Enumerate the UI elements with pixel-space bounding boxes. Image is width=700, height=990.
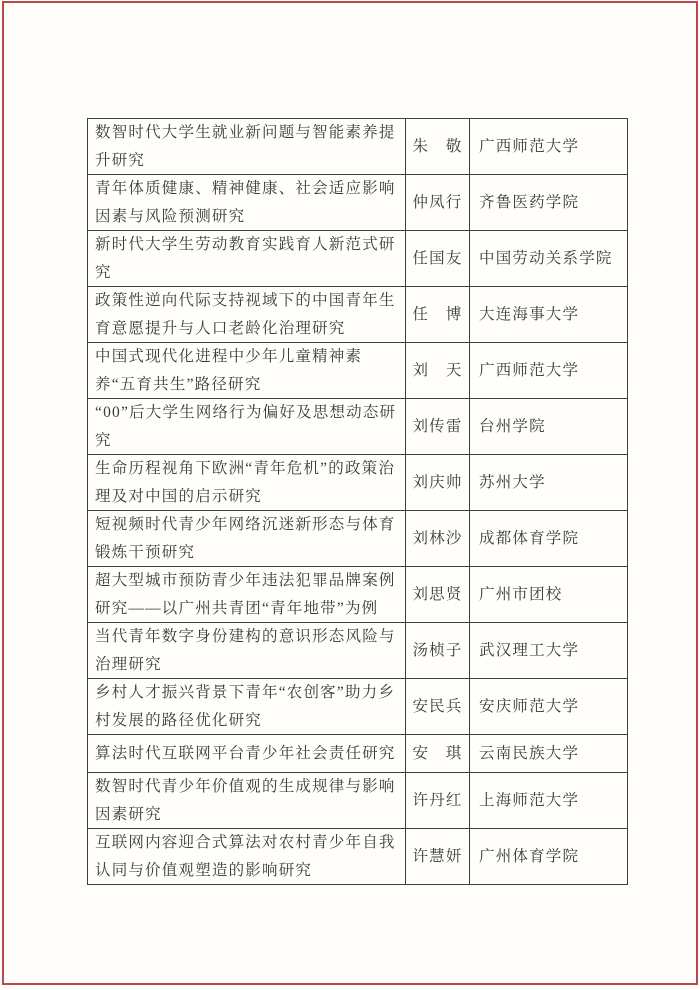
institution-cell: 安庆师范大学 — [470, 679, 628, 735]
project-title-cell: 乡村人才振兴背景下青年“农创客”助力乡村发展的路径优化研究 — [88, 679, 406, 735]
table-row — [88, 829, 628, 885]
table-row — [88, 231, 628, 287]
project-title-cell: 当代青年数字身份建构的意识形态风险与治理研究 — [88, 623, 406, 679]
table-row — [88, 773, 628, 829]
person-name-cell: 刘 天 — [406, 343, 470, 399]
results-table-body — [88, 119, 628, 885]
institution-cell: 云南民族大学 — [470, 735, 628, 773]
institution-cell: 大连海事大学 — [470, 287, 628, 343]
results-table — [87, 118, 628, 885]
institution-cell: 中国劳动关系学院 — [470, 231, 628, 287]
project-title-cell: 新时代大学生劳动教育实践育人新范式研究 — [88, 231, 406, 287]
person-name-cell: 汤桢子 — [406, 623, 470, 679]
table-row — [88, 623, 628, 679]
project-title-cell: 算法时代互联网平台青少年社会责任研究 — [88, 735, 406, 773]
institution-cell: 武汉理工大学 — [470, 623, 628, 679]
person-name-cell: 任国友 — [406, 231, 470, 287]
person-name-cell: 刘传雷 — [406, 399, 470, 455]
project-title-cell: 政策性逆向代际支持视域下的中国青年生育意愿提升与人口老龄化治理研究 — [88, 287, 406, 343]
table-row — [88, 399, 628, 455]
table-row — [88, 343, 628, 399]
person-name-cell: 任 博 — [406, 287, 470, 343]
person-name-cell: 安民兵 — [406, 679, 470, 735]
project-title-cell: 青年体质健康、精神健康、社会适应影响因素与风险预测研究 — [88, 175, 406, 231]
institution-cell: 广西师范大学 — [470, 119, 628, 175]
table-row — [88, 287, 628, 343]
project-title-cell: 生命历程视角下欧洲“青年危机”的政策治理及对中国的启示研究 — [88, 455, 406, 511]
project-title-cell: 数智时代大学生就业新问题与智能素养提升研究 — [88, 119, 406, 175]
table-row — [88, 567, 628, 623]
institution-cell: 苏州大学 — [470, 455, 628, 511]
project-title-cell: 数智时代青少年价值观的生成规律与影响因素研究 — [88, 773, 406, 829]
institution-cell: 广州市团校 — [470, 567, 628, 623]
project-title-cell: 超大型城市预防青少年违法犯罪品牌案例研究——以广州共青团“青年地带”为例 — [88, 567, 406, 623]
institution-cell: 上海师范大学 — [470, 773, 628, 829]
person-name-cell: 朱 敬 — [406, 119, 470, 175]
table-row — [88, 175, 628, 231]
institution-cell: 广州体育学院 — [470, 829, 628, 885]
person-name-cell: 许丹红 — [406, 773, 470, 829]
table-row — [88, 511, 628, 567]
person-name-cell: 仲凤行 — [406, 175, 470, 231]
table-row — [88, 735, 628, 773]
person-name-cell: 刘庆帅 — [406, 455, 470, 511]
person-name-cell: 安 琪 — [406, 735, 470, 773]
person-name-cell: 许慧妍 — [406, 829, 470, 885]
project-title-cell: 互联网内容迎合式算法对农村青少年自我认同与价值观塑造的影响研究 — [88, 829, 406, 885]
institution-cell: 台州学院 — [470, 399, 628, 455]
table-row — [88, 679, 628, 735]
table-row — [88, 119, 628, 175]
table-row — [88, 455, 628, 511]
project-title-cell: “00”后大学生网络行为偏好及思想动态研究 — [88, 399, 406, 455]
institution-cell: 广西师范大学 — [470, 343, 628, 399]
institution-cell: 成都体育学院 — [470, 511, 628, 567]
project-title-cell: 短视频时代青少年网络沉迷新形态与体育锻炼干预研究 — [88, 511, 406, 567]
person-name-cell: 刘林沙 — [406, 511, 470, 567]
institution-cell: 齐鲁医药学院 — [470, 175, 628, 231]
project-title-cell: 中国式现代化进程中少年儿童精神素养“五育共生”路径研究 — [88, 343, 406, 399]
person-name-cell: 刘思贤 — [406, 567, 470, 623]
